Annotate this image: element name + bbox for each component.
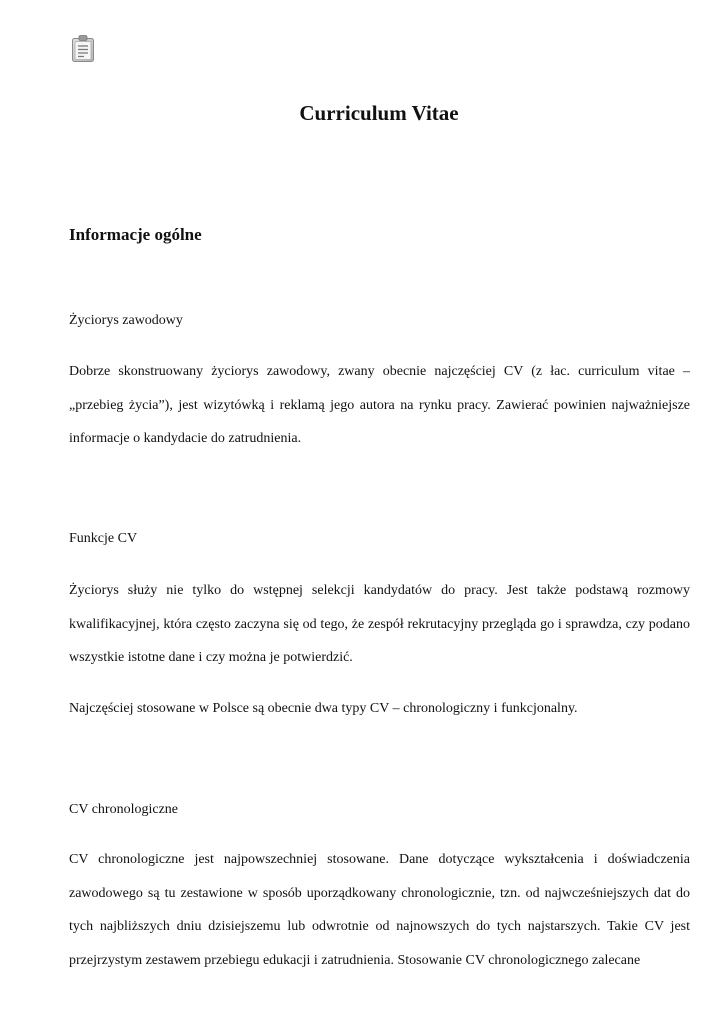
- paragraph: CV chronologiczne jest najpowszechniej stosowane. Dane dotyczące wykształcenia i doświadczenia zawodowego są tu zestawione w sposób uporządkowany chronologicznie, tzn. od najwcześniejszych dat do tych najbliższych dniu dzisiejszemu lub odwrotnie od najnowszych do tych najstarszych. Takie CV jest przejrzystym zestawem przebiegu edukacji i zatrudnienia. Stosowanie CV chronologicznego zalecane: [69, 852, 690, 968]
- paragraph: Najczęściej stosowane w Polsce są obecnie dwa typy CV – chronologiczny i funkcjonalny.: [69, 701, 578, 716]
- document-title: Curriculum Vitae: [299, 101, 459, 125]
- clipboard-note-icon: [70, 33, 96, 63]
- subheading-zyciorys-zawodowy: Życiorys zawodowy: [69, 313, 183, 328]
- paragraph: Życiorys służy nie tylko do wstępnej selekcji kandydatów do pracy. Jest także podstawą rozmowy kwalifikacyjnej, która często zaczyna się od tego, że zespół rekrutacyjny przegląda go i sprawdza, czy podano wszystkie istotne dane i czy można je potwierdzić.: [69, 583, 690, 665]
- paragraph: Dobrze skonstruowany życiorys zawodowy, zwany obecnie najczęściej CV (z łac. curriculum vitae – „przebieg życia”), jest wizytówką i reklamą jego autora na rynku pracy. Zawierać powinien najważniejsze informacje o kandydacie do zatrudnienia.: [69, 364, 690, 446]
- subheading-funkcje-cv: Funkcje CV: [69, 531, 138, 546]
- subheading-cv-chronologiczne: CV chronologiczne: [69, 802, 178, 817]
- section-heading: Informacje ogólne: [69, 225, 202, 244]
